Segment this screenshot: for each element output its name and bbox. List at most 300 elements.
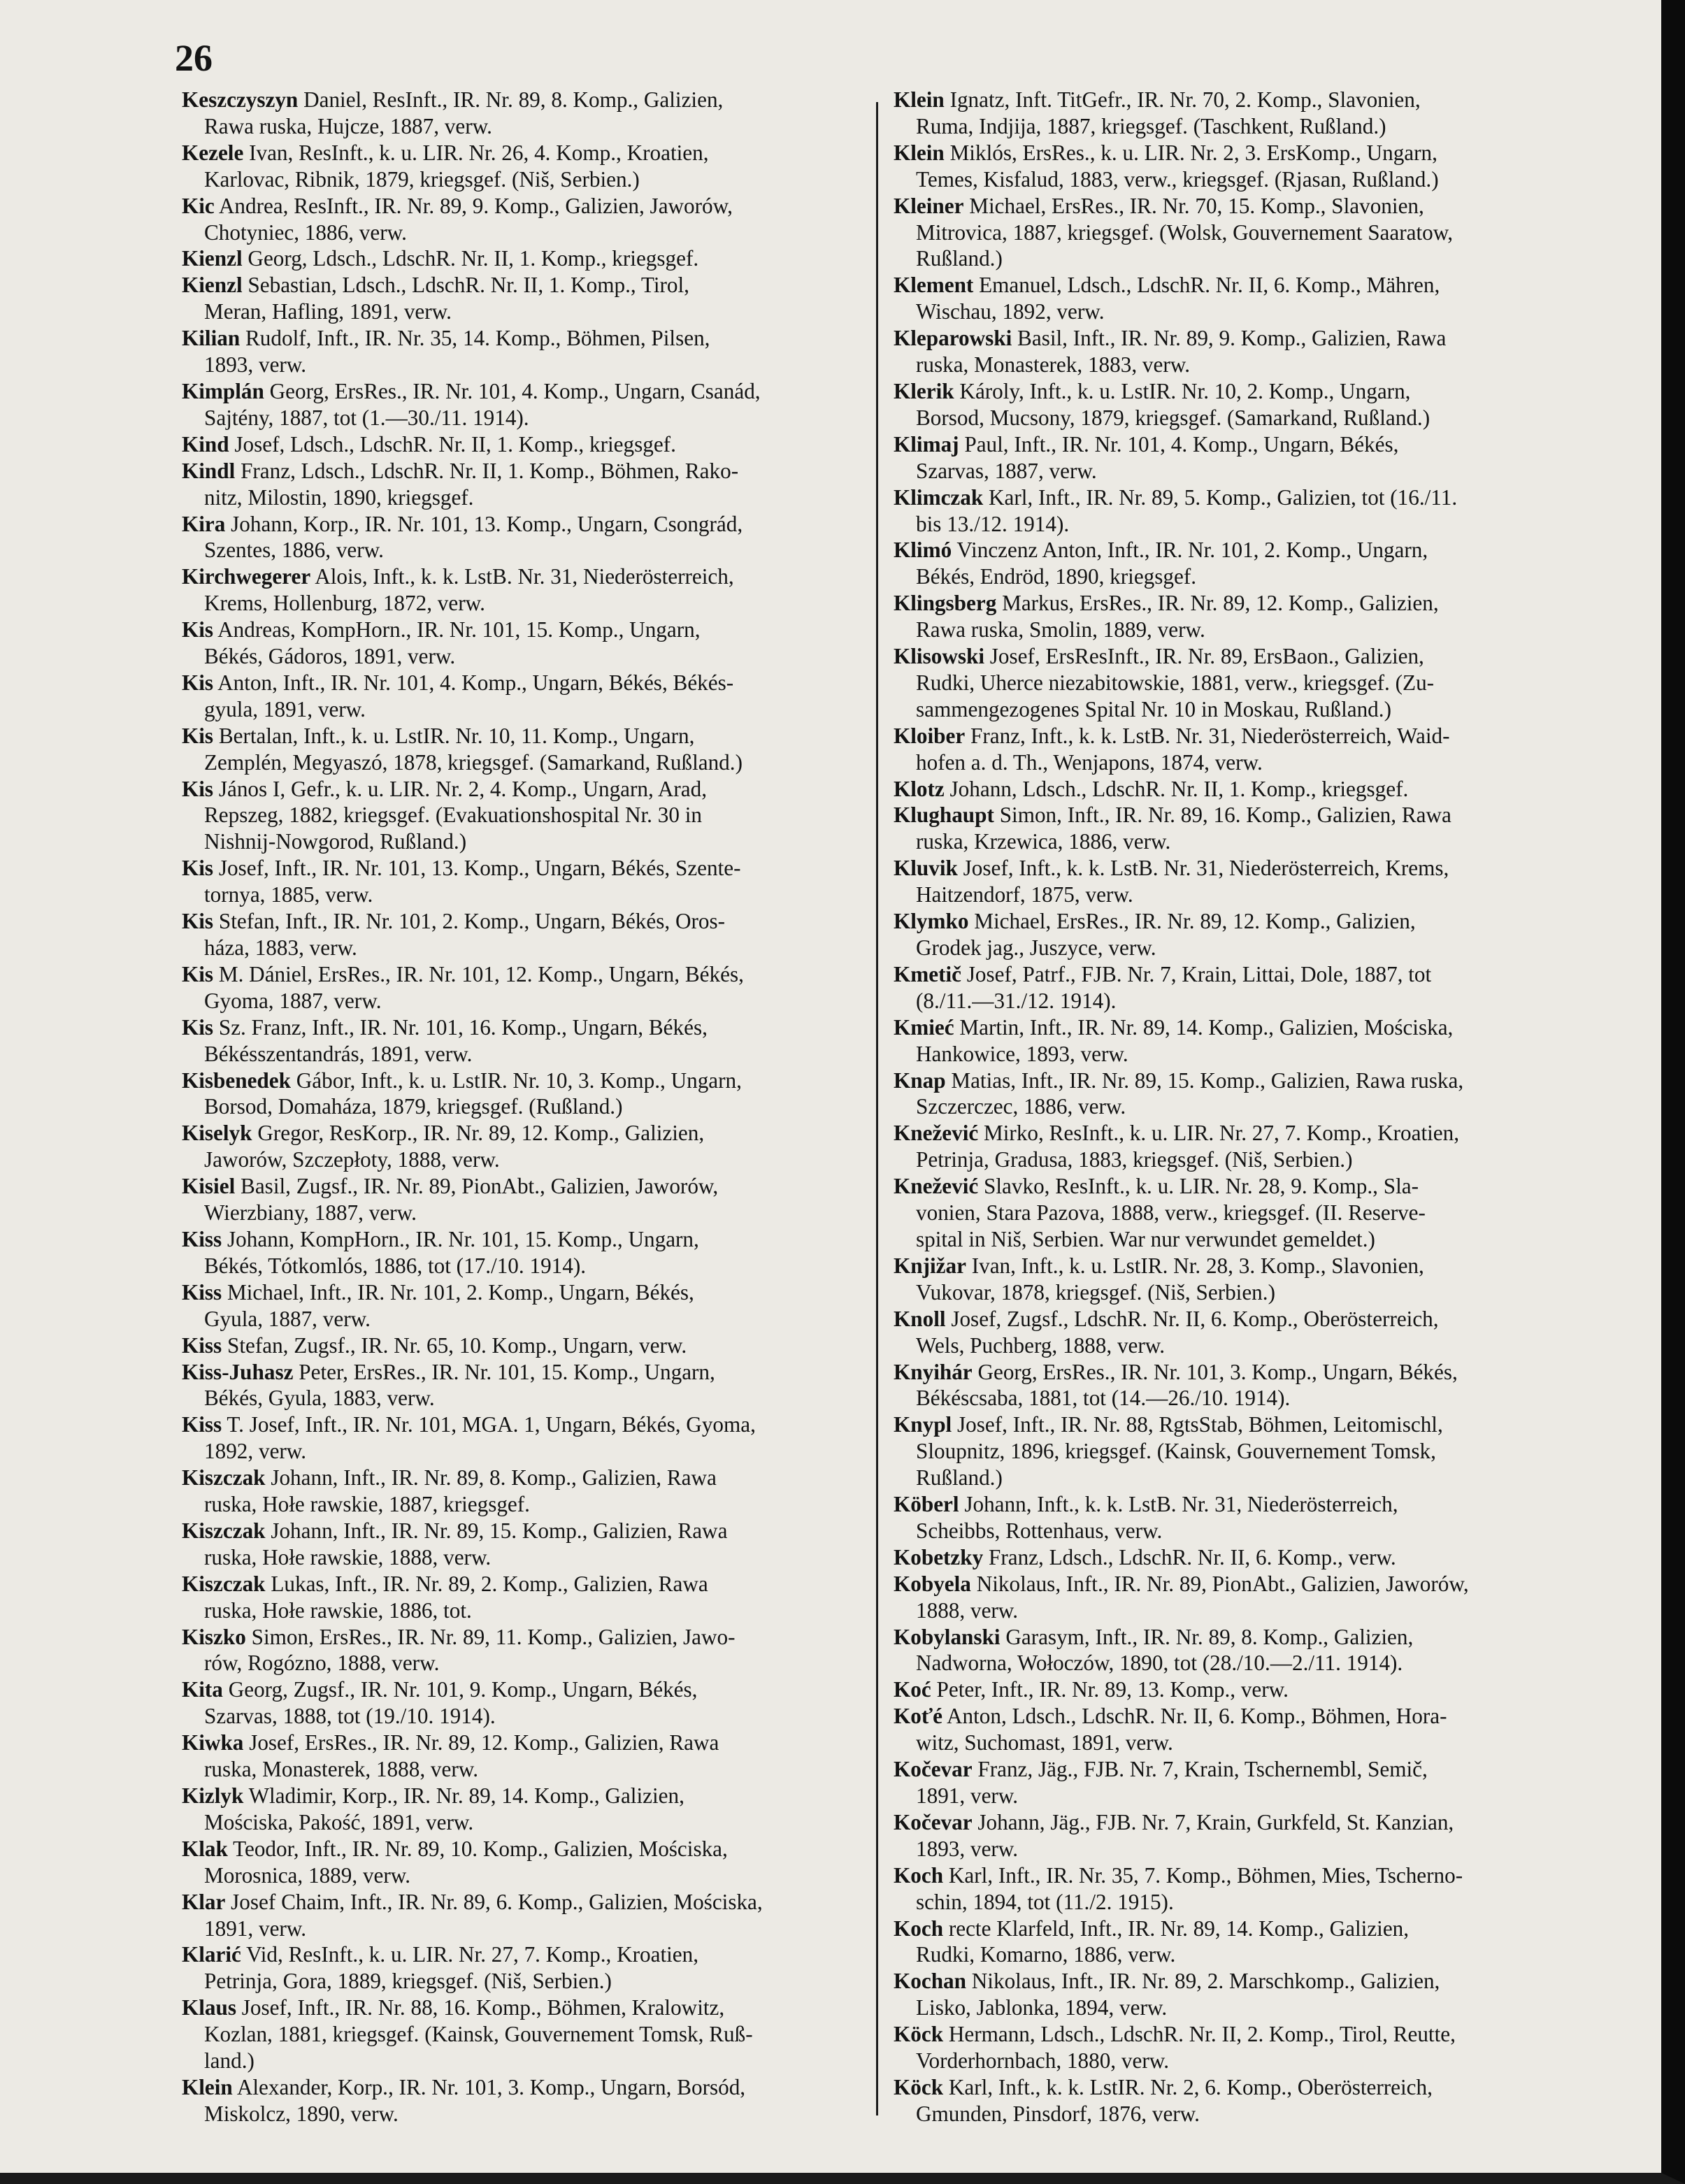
register-entry	[894, 1253, 1593, 1306]
entry-first-line	[894, 1916, 1593, 1942]
entry-continuation-line: Békés, Endröd, 1890, kriegsgef.	[916, 564, 1197, 589]
entry-continuation-line: 1893, verw.	[916, 1836, 1019, 1861]
entry-continuation-line: spital in Niš, Serbien. War nur verwundet gemeldet.)	[916, 1226, 1375, 1251]
entry-first-line	[894, 140, 1593, 166]
entry-surname: Kezele	[182, 140, 244, 165]
entry-surname: Klak	[182, 1836, 228, 1861]
entry-first-line	[894, 1491, 1593, 1518]
entry-surname: Kirchwegerer	[182, 564, 311, 589]
entry-first-line	[894, 1862, 1593, 1889]
entry-details: Stefan, Zugsf., IR. Nr. 65, 10. Komp., Ungarn, verw.	[222, 1332, 687, 1358]
entry-details: M. Dániel, ErsRes., IR. Nr. 101, 12. Komp., Ungarn, Békés,	[213, 961, 744, 986]
entry-surname: Kiszczak	[182, 1571, 266, 1596]
entry-continuation-line: ruska, Hołe rawskie, 1888, verw.	[204, 1544, 492, 1569]
entry-continuation-line: Wischau, 1892, verw.	[916, 299, 1105, 324]
entry-first-line	[182, 325, 881, 352]
entry-surname: Knežević	[894, 1121, 979, 1146]
register-entry	[894, 1068, 1593, 1121]
entry-details: János I, Gefr., k. u. LIR. Nr. 2, 4. Komp., Ungarn, Arad,	[213, 776, 708, 801]
entry-details: Josef, Ldsch., LdschR. Nr. II, 1. Komp., kriegsgef.	[229, 431, 676, 457]
register-entry	[182, 193, 881, 246]
entry-details: Johann, Inft., IR. Nr. 89, 8. Komp., Galizien, Rawa	[265, 1465, 717, 1490]
register-entry	[894, 1809, 1593, 1862]
entry-details: Anton, Inft., IR. Nr. 101, 4. Komp., Ungarn, Békés, Békés-	[213, 670, 734, 695]
entry-first-line	[894, 908, 1593, 935]
entry-first-line	[182, 245, 881, 272]
entry-surname: Kmieć	[894, 1014, 954, 1040]
register-entry	[182, 1068, 881, 1121]
entry-continuation-line: Szentes, 1886, verw.	[204, 538, 384, 563]
register-entry	[894, 590, 1593, 643]
entry-details: Gábor, Inft., k. u. LstIR. Nr. 10, 3. Komp., Ungarn,	[290, 1068, 742, 1093]
register-entry	[182, 325, 881, 378]
register-entry	[894, 1544, 1593, 1571]
entry-details: Ignatz, Inft. TitGefr., IR. Nr. 70, 2. Komp., Slavonien,	[944, 87, 1421, 112]
entry-continuation-line: Békéscsaba, 1881, tot (14.—26./10. 1914).	[916, 1386, 1291, 1411]
entry-surname: Kiszczak	[182, 1518, 266, 1543]
entry-first-line	[182, 1411, 881, 1438]
right-column	[894, 87, 1593, 2127]
entry-details: Gregor, ResKorp., IR. Nr. 89, 12. Komp., Galizien,	[252, 1121, 705, 1146]
entry-first-line	[182, 431, 881, 458]
register-entry	[182, 431, 881, 458]
entry-first-line	[182, 617, 881, 643]
entry-surname: Kind	[182, 431, 229, 457]
entry-continuation-line: sammengezogenes Spital Nr. 10 in Moskau, Rußland.)	[916, 696, 1391, 721]
entry-continuation-line: bis 13./12. 1914).	[916, 511, 1070, 536]
entry-details: Georg, ErsRes., IR. Nr. 101, 3. Komp., Ungarn, Békés,	[972, 1359, 1458, 1384]
entry-continuation-line: ruska, Krzewica, 1886, verw.	[916, 829, 1171, 854]
entry-first-line	[182, 193, 881, 220]
entry-surname: Kisbenedek	[182, 1068, 291, 1093]
entry-details: Peter, ErsRes., IR. Nr. 101, 15. Komp., Ungarn,	[293, 1359, 715, 1384]
entry-surname: Köberl	[894, 1492, 959, 1517]
entry-first-line	[894, 1809, 1593, 1836]
register-entry	[894, 1306, 1593, 1359]
entry-continuation-line: Zemplén, Megyaszó, 1878, kriegsgef. (Samarkand, Rußland.)	[204, 749, 743, 775]
entry-first-line	[182, 855, 881, 882]
entry-first-line	[182, 1120, 881, 1147]
entry-first-line	[894, 2074, 1593, 2101]
entry-continuation-line: Wels, Puchberg, 1888, verw.	[916, 1332, 1166, 1358]
entry-details: Michael, Inft., IR. Nr. 101, 2. Komp., Ungarn, Békés,	[222, 1279, 694, 1305]
register-entry	[182, 1941, 881, 1995]
entry-continuation-line: Gyoma, 1887, verw.	[204, 988, 382, 1013]
entry-details: Johann, Jäg., FJB. Nr. 7, Krain, Gurkfeld, St. Kanzian,	[972, 1809, 1454, 1834]
register-entry	[182, 2074, 881, 2127]
register-entry	[182, 1226, 881, 1279]
register-entry	[894, 2074, 1593, 2127]
entry-continuation-line: Nishnij-Nowgorod, Rußland.)	[204, 829, 467, 854]
entry-details: Ivan, Inft., k. u. LstIR. Nr. 28, 3. Komp., Slavonien,	[966, 1253, 1424, 1278]
entry-first-line	[182, 670, 881, 696]
register-entry	[894, 1173, 1593, 1253]
entry-details: Johann, Ldsch., LdschR. Nr. II, 1. Komp., kriegsgef.	[944, 776, 1409, 801]
entry-continuation-line: Nadworna, Wołoczów, 1890, tot (28./10.—2./11. 1914).	[916, 1651, 1403, 1676]
entry-surname: Kiszko	[182, 1624, 246, 1649]
entry-first-line	[182, 1624, 881, 1651]
entry-surname: Kleparowski	[894, 326, 1012, 351]
register-entry	[182, 1571, 881, 1624]
entry-first-line	[182, 140, 881, 166]
entry-surname: Klymko	[894, 909, 969, 934]
entry-first-line	[182, 1518, 881, 1544]
entry-surname: Kiwka	[182, 1730, 244, 1755]
entry-details: Johann, Inft., IR. Nr. 89, 15. Komp., Galizien, Rawa	[265, 1518, 728, 1543]
entry-surname: Kiss	[182, 1332, 222, 1358]
entry-continuation-line: Repszeg, 1882, kriegsgef. (Evakuationshospital Nr. 30 in	[204, 803, 702, 828]
entry-details: Sebastian, Ldsch., LdschR. Nr. II, 1. Komp., Tirol,	[242, 273, 689, 298]
register-entry	[182, 1332, 881, 1359]
entry-surname: Klerik	[894, 378, 954, 403]
entry-details: Garasym, Inft., IR. Nr. 89, 8. Komp., Galizien,	[1000, 1624, 1414, 1649]
register-entry	[182, 1995, 881, 2074]
entry-surname: Kis	[182, 856, 214, 881]
entry-continuation-line: (8./11.—31./12. 1914).	[916, 988, 1117, 1013]
entry-continuation-line: ruska, Hołe rawskie, 1887, kriegsgef.	[204, 1492, 530, 1517]
entry-first-line	[894, 1676, 1593, 1703]
entry-surname: Klement	[894, 273, 974, 298]
entry-first-line	[182, 1995, 881, 2021]
entry-surname: Knyihár	[894, 1359, 973, 1384]
entry-surname: Klein	[182, 2074, 233, 2099]
entry-first-line	[182, 1571, 881, 1597]
register-entry	[182, 670, 881, 723]
entry-surname: Köck	[894, 2022, 944, 2047]
entry-details: Alexander, Korp., IR. Nr. 101, 3. Komp., Ungarn, Borsód,	[232, 2074, 746, 2099]
register-entry	[894, 961, 1593, 1014]
entry-details: Miklós, ErsRes., k. u. LIR. Nr. 2, 3. ErsKomp., Ungarn,	[944, 140, 1437, 165]
entry-continuation-line: hofen a. d. Th., Wenjapons, 1874, verw.	[916, 749, 1263, 775]
entry-first-line	[182, 458, 881, 484]
register-entry	[182, 1836, 881, 1889]
entry-surname: Kis	[182, 909, 214, 934]
register-entry	[182, 1676, 881, 1730]
entry-surname: Kmetič	[894, 961, 961, 986]
entry-continuation-line: 1893, verw.	[204, 352, 307, 378]
entry-first-line	[894, 325, 1593, 352]
entry-surname: Köck	[894, 2074, 944, 2099]
register-entry	[894, 723, 1593, 776]
entry-details: Andreas, KompHorn., IR. Nr. 101, 15. Komp., Ungarn,	[213, 617, 701, 642]
entry-surname: Klaus	[182, 1995, 236, 2020]
entry-surname: Knap	[894, 1068, 946, 1093]
entry-details: Daniel, ResInft., IR. Nr. 89, 8. Komp., Galizien,	[298, 87, 724, 112]
register-entry	[182, 563, 881, 617]
entry-surname: Kiss	[182, 1279, 222, 1305]
entry-details: Johann, Korp., IR. Nr. 101, 13. Komp., Ungarn, Csongrád,	[225, 511, 743, 536]
entry-first-line	[894, 484, 1593, 511]
register-entry	[182, 1518, 881, 1571]
entry-details: Josef, Inft., IR. Nr. 101, 13. Komp., Ungarn, Békés, Szente-	[213, 856, 741, 881]
entry-details: Emanuel, Ldsch., LdschR. Nr. II, 6. Komp., Mähren,	[973, 273, 1440, 298]
left-column	[182, 87, 881, 2127]
entry-details: Stefan, Inft., IR. Nr. 101, 2. Komp., Ungarn, Békés, Oros-	[213, 909, 725, 934]
entry-continuation-line: Karlovac, Ribnik, 1879, kriegsgef. (Niš, Serbien.)	[204, 166, 640, 192]
register-entry	[894, 776, 1593, 803]
entry-surname: Knjižar	[894, 1253, 966, 1278]
register-entry	[182, 1889, 881, 1942]
entry-surname: Kloiber	[894, 723, 966, 748]
entry-details: Mirko, ResInft., k. u. LIR. Nr. 27, 7. Komp., Kroatien,	[978, 1121, 1460, 1146]
register-entry	[894, 193, 1593, 273]
entry-first-line	[894, 802, 1593, 828]
entry-details: Franz, Ldsch., LdschR. Nr. II, 1. Komp., Böhmen, Rako-	[235, 458, 739, 483]
register-entry	[182, 1411, 881, 1465]
entry-continuation-line: Szczerczec, 1886, verw.	[916, 1094, 1126, 1119]
entry-surname: Kita	[182, 1677, 223, 1702]
entry-surname: Kiss-Juhasz	[182, 1359, 294, 1384]
register-entry	[182, 723, 881, 776]
entry-first-line	[182, 723, 881, 749]
entry-continuation-line: 1891, verw.	[204, 1916, 307, 1941]
entry-surname: Kis	[182, 1014, 214, 1040]
entry-surname: Klein	[894, 140, 945, 165]
entry-first-line	[894, 1014, 1593, 1041]
entry-surname: Kis	[182, 961, 214, 986]
entry-continuation-line: háza, 1883, verw.	[204, 935, 357, 960]
entry-surname: Kis	[182, 670, 214, 695]
entry-surname: Kira	[182, 511, 226, 536]
entry-continuation-line: Wierzbiany, 1887, verw.	[204, 1200, 417, 1226]
register-entry	[182, 855, 881, 908]
entry-first-line	[894, 1624, 1593, 1651]
entry-surname: Kleiner	[894, 193, 964, 218]
register-entry	[894, 1120, 1593, 1173]
register-entry	[182, 245, 881, 272]
entry-continuation-line: Rußland.)	[916, 1465, 1003, 1490]
entry-details: Alois, Inft., k. k. LstB. Nr. 31, Niederösterreich,	[310, 564, 734, 589]
entry-surname: Kiss	[182, 1412, 222, 1437]
entry-continuation-line: Kozlan, 1881, kriegsgef. (Kainsk, Gouvernement Tomsk, Ruß-	[204, 2022, 753, 2047]
entry-details: Hermann, Ldsch., LdschR. Nr. II, 2. Komp., Tirol, Reutte,	[943, 2022, 1456, 2047]
entry-surname: Kočevar	[894, 1809, 973, 1834]
register-entry	[182, 617, 881, 670]
entry-continuation-line: rów, Rogózno, 1888, verw.	[204, 1651, 440, 1676]
entry-first-line	[182, 511, 881, 538]
register-entry	[182, 961, 881, 1014]
entry-continuation-line: Mościska, Pakość, 1891, verw.	[204, 1809, 474, 1834]
entry-surname: Klisowski	[894, 644, 984, 669]
entry-details: recte Klarfeld, Inft., IR. Nr. 89, 14. Komp., Galizien,	[943, 1916, 1410, 1941]
entry-details: Michael, ErsRes., IR. Nr. 89, 12. Komp., Galizien,	[968, 909, 1416, 934]
entry-continuation-line: Rawa ruska, Hujcze, 1887, verw.	[204, 113, 492, 138]
register-entry	[894, 1676, 1593, 1703]
entry-first-line	[182, 961, 881, 988]
entry-details: Michael, ErsRes., IR. Nr. 70, 15. Komp., Slavonien,	[963, 193, 1424, 218]
entry-details: T. Josef, Inft., IR. Nr. 101, MGA. 1, Ungarn, Békés, Gyoma,	[222, 1412, 756, 1437]
register-entry	[182, 1624, 881, 1677]
entry-continuation-line: Haitzendorf, 1875, verw.	[916, 882, 1133, 907]
entry-details: Josef, Inft., IR. Nr. 88, RgtsStab, Böhmen, Leitomischl,	[952, 1412, 1443, 1437]
entry-continuation-line: Szarvas, 1888, tot (19./10. 1914).	[204, 1704, 496, 1729]
entry-details: Karl, Inft., IR. Nr. 89, 5. Komp., Galizien, tot (16./11.	[983, 484, 1458, 510]
entry-first-line	[894, 1756, 1593, 1783]
register-entry	[182, 1279, 881, 1332]
entry-continuation-line: Krems, Hollenburg, 1872, verw.	[204, 591, 485, 616]
register-entry	[894, 272, 1593, 325]
register-entry	[894, 537, 1593, 590]
entry-details: Andrea, ResInft., IR. Nr. 89, 9. Komp., Galizien, Jaworów,	[214, 193, 733, 218]
register-entry	[894, 643, 1593, 723]
register-entry	[182, 458, 881, 511]
entry-first-line	[894, 1306, 1593, 1332]
entry-first-line	[182, 1836, 881, 1862]
entry-first-line	[182, 1359, 881, 1386]
entry-details: Peter, Inft., IR. Nr. 89, 13. Komp., verw.	[931, 1677, 1289, 1702]
entry-first-line	[894, 1968, 1593, 1995]
entry-surname: Kimplán	[182, 378, 264, 403]
entry-first-line	[894, 431, 1593, 458]
entry-first-line	[182, 378, 881, 405]
entry-continuation-line: Rudki, Uherce niezabitowskie, 1881, verw., kriegsgef. (Zu-	[916, 670, 1435, 695]
entry-continuation-line: ruska, Monasterek, 1888, verw.	[204, 1757, 479, 1782]
register-entry	[894, 1014, 1593, 1068]
entry-details: Georg, Ldsch., LdschR. Nr. II, 1. Komp., kriegsgef.	[242, 246, 699, 271]
entry-details: Károly, Inft., k. u. LstIR. Nr. 10, 2. Komp., Ungarn,	[954, 378, 1411, 403]
entry-details: Simon, ErsRes., IR. Nr. 89, 11. Komp., Galizien, Jawo-	[245, 1624, 736, 1649]
entry-surname: Klingsberg	[894, 591, 997, 616]
entry-surname: Kindl	[182, 458, 236, 483]
entry-continuation-line: Békés, Tótkomlós, 1886, tot (17./10. 1914).	[204, 1253, 587, 1278]
entry-continuation-line: Vorderhornbach, 1880, verw.	[916, 2048, 1170, 2074]
entry-details: Anton, Ldsch., LdschR. Nr. II, 6. Komp., Böhmen, Hora-	[942, 1704, 1447, 1729]
entry-continuation-line: Ruma, Indjija, 1887, kriegsgef. (Taschkent, Rußland.)	[916, 113, 1386, 138]
register-entry	[894, 2021, 1593, 2074]
entry-first-line	[182, 1730, 881, 1756]
entry-details: Josef Chaim, Inft., IR. Nr. 89, 6. Komp., Galizien, Mościska,	[225, 1889, 763, 1914]
entry-surname: Knypl	[894, 1412, 952, 1437]
register-entry	[182, 1120, 881, 1173]
entry-continuation-line: Chotyniec, 1886, verw.	[204, 220, 407, 245]
entry-first-line	[894, 961, 1593, 988]
entry-continuation-line: Jaworów, Szczepłoty, 1888, verw.	[204, 1147, 500, 1172]
entry-surname: Kiszczak	[182, 1465, 266, 1490]
entry-continuation-line: nitz, Milostin, 1890, kriegsgef.	[204, 484, 474, 510]
entry-continuation-line: vonien, Stara Pazova, 1888, verw., kriegsgef. (II. Reserve-	[916, 1200, 1426, 1226]
entry-first-line	[182, 1676, 881, 1703]
entry-continuation-line: ruska, Hołe rawskie, 1886, tot.	[204, 1597, 472, 1623]
entry-first-line	[894, 193, 1593, 220]
entry-surname: Kobylanski	[894, 1624, 1001, 1649]
entry-details: Johann, Inft., k. k. LstB. Nr. 31, Niederösterreich,	[959, 1492, 1398, 1517]
register-entry	[182, 1359, 881, 1412]
entry-first-line	[894, 2021, 1593, 2048]
entry-continuation-line: 1888, verw.	[916, 1597, 1019, 1623]
entry-continuation-line: schin, 1894, tot (11./2. 1915).	[916, 1889, 1174, 1914]
column-divider	[876, 102, 878, 2115]
entry-continuation-line: Békésszentandrás, 1891, verw.	[204, 1041, 473, 1066]
entry-details: Rudolf, Inft., IR. Nr. 35, 14. Komp., Böhmen, Pilsen,	[240, 326, 710, 351]
entry-first-line	[182, 1279, 881, 1306]
entry-details: Markus, ErsRes., IR. Nr. 89, 12. Komp., Galizien,	[996, 591, 1439, 616]
entry-details: Lukas, Inft., IR. Nr. 89, 2. Komp., Galizien, Rawa	[265, 1571, 708, 1596]
entry-first-line	[894, 87, 1593, 113]
register-entry	[182, 1465, 881, 1518]
entry-details: Vid, ResInft., k. u. LIR. Nr. 27, 7. Komp., Kroatien,	[241, 1942, 699, 1967]
entry-continuation-line: land.)	[204, 2048, 254, 2074]
entry-surname: Klarić	[182, 1942, 241, 1967]
register-entry	[182, 87, 881, 140]
entry-details: Simon, Inft., IR. Nr. 89, 16. Komp., Galizien, Rawa	[994, 803, 1451, 828]
entry-first-line	[182, 1783, 881, 1809]
entry-details: Teodor, Inft., IR. Nr. 89, 10. Komp., Galizien, Mościska,	[227, 1836, 728, 1861]
entry-continuation-line: Petrinja, Gora, 1889, kriegsgef. (Niš, Serbien.)	[204, 1969, 612, 1994]
entry-surname: Koťé	[894, 1704, 942, 1729]
entry-details: Wladimir, Korp., IR. Nr. 89, 14. Komp., Galizien,	[243, 1783, 684, 1808]
entry-first-line	[182, 1889, 881, 1916]
entry-details: Josef, ErsRes., IR. Nr. 89, 12. Komp., Galizien, Rawa	[243, 1730, 719, 1755]
register-entry	[182, 1730, 881, 1783]
entry-surname: Klimaj	[894, 431, 959, 457]
entry-details: Georg, ErsRes., IR. Nr. 101, 4. Komp., Ungarn, Csanád,	[264, 378, 761, 403]
entry-continuation-line: Rußland.)	[916, 246, 1003, 271]
entry-surname: Klar	[182, 1889, 226, 1914]
entry-continuation-line: Rudki, Komarno, 1886, verw.	[916, 1942, 1176, 1967]
register-entry	[182, 1783, 881, 1836]
page-number: 26	[175, 37, 213, 79]
entry-first-line	[894, 1544, 1593, 1571]
entry-surname: Knežević	[894, 1174, 979, 1199]
register-entry	[894, 855, 1593, 908]
register-entry	[182, 511, 881, 564]
register-entry	[182, 1173, 881, 1226]
entry-continuation-line: 1891, verw.	[916, 1783, 1019, 1808]
register-entry	[182, 776, 881, 856]
entry-surname: Kochan	[894, 1969, 966, 1994]
entry-first-line	[894, 1571, 1593, 1597]
entry-first-line	[894, 272, 1593, 299]
entry-first-line	[182, 1465, 881, 1491]
entry-continuation-line: Borsod, Domaháza, 1879, kriegsgef. (Rußland.)	[204, 1094, 623, 1119]
register-entry	[182, 140, 881, 193]
entry-surname: Kienzl	[182, 246, 243, 271]
entry-surname: Kiselyk	[182, 1121, 252, 1146]
entry-details: Bertalan, Inft., k. u. LstIR. Nr. 10, 11. Komp., Ungarn,	[213, 723, 695, 748]
entry-details: Johann, KompHorn., IR. Nr. 101, 15. Komp., Ungarn,	[222, 1226, 699, 1251]
entry-details: Vinczenz Anton, Inft., IR. Nr. 101, 2. Komp., Ungarn,	[952, 538, 1428, 563]
entry-surname: Knoll	[894, 1306, 946, 1331]
register-entry	[894, 1411, 1593, 1491]
register-entry	[894, 378, 1593, 431]
entry-details: Nikolaus, Inft., IR. Nr. 89, 2. Marschkomp., Galizien,	[966, 1969, 1440, 1994]
entry-continuation-line: Rawa ruska, Smolin, 1889, verw.	[916, 617, 1205, 642]
entry-details: Josef, Zugsf., LdschR. Nr. II, 6. Komp., Oberösterreich,	[945, 1306, 1439, 1331]
entry-continuation-line: Scheibbs, Rottenhaus, verw.	[916, 1518, 1163, 1543]
entry-first-line	[894, 378, 1593, 405]
entry-surname: Kisiel	[182, 1174, 236, 1199]
entry-continuation-line: Meran, Hafling, 1891, verw.	[204, 299, 452, 324]
register-entry	[894, 484, 1593, 538]
entry-surname: Kočevar	[894, 1757, 973, 1782]
entry-details: Nikolaus, Inft., IR. Nr. 89, PionAbt., Galizien, Jaworów,	[970, 1571, 1469, 1596]
entry-continuation-line: 1892, verw.	[204, 1439, 307, 1464]
register-entry	[894, 325, 1593, 378]
entry-first-line	[182, 908, 881, 935]
entry-surname: Kic	[182, 193, 215, 218]
entry-continuation-line: ruska, Monasterek, 1883, verw.	[916, 352, 1191, 378]
entry-details: Basil, Zugsf., IR. Nr. 89, PionAbt., Galizien, Jaworów,	[235, 1174, 719, 1199]
entry-surname: Kilian	[182, 326, 241, 351]
entry-first-line	[182, 1014, 881, 1041]
entry-details: Ivan, ResInft., k. u. LIR. Nr. 26, 4. Komp., Kroatien,	[243, 140, 709, 165]
entry-continuation-line: Gyula, 1887, verw.	[204, 1306, 371, 1331]
entry-continuation-line: Hankowice, 1893, verw.	[916, 1041, 1128, 1066]
entry-continuation-line: Sloupnitz, 1896, kriegsgef. (Kainsk, Gouvernement Tomsk,	[916, 1439, 1436, 1464]
entry-surname: Klughaupt	[894, 803, 994, 828]
entry-continuation-line: Békés, Gádoros, 1891, verw.	[204, 644, 456, 669]
entry-details: Basil, Inft., IR. Nr. 89, 9. Komp., Galizien, Rawa	[1012, 326, 1447, 351]
